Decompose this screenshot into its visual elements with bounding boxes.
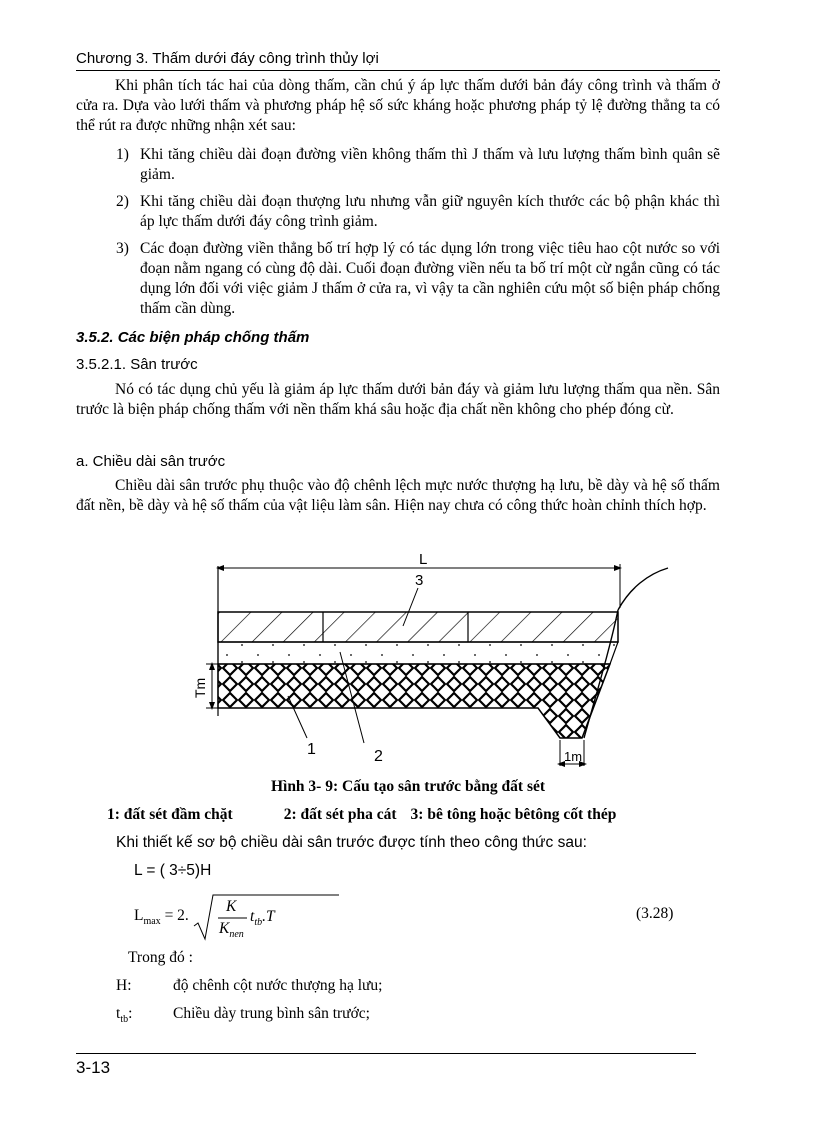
chieu-dai-paragraph: Chiều dài sân trước phụ thuộc vào độ chênh lệch mực nước thượng hạ lưu, bề dày và hệ số thấm đất nền, bề dày và hệ số thấm của vật liệu làm sân. Hiện nay chưa có công thức hoàn chỉnh thích hợp. — [76, 477, 720, 514]
remark-item — [116, 192, 720, 232]
layer-1-label: 1 — [307, 741, 316, 758]
remark-item — [116, 145, 720, 185]
remark-text: Các đoạn đường viền thẳng bố trí hợp lý có tác dụng lớn trong việc tiêu hao cột nước so với đoạn nằm ngang có cùng độ dài. Cuối đoạn đường viền nếu ta bố trí một cừ ngắn cũng có tác dụng lớn đối với việc giảm J thấm ở cửa ra, vì vậy ta cần nghiên cứu một số biện pháp chống thấm cần dùng. — [140, 240, 720, 317]
san-truoc-paragraph: Nó có tác dụng chủ yếu là giảm áp lực thấm dưới bản đáy và giảm lưu lượng thấm qua nền. Sân trước là biện pháp chống thấm với nền thấm khá sâu hoặc địa chất nền không cho phép đóng cừ. — [76, 381, 720, 418]
chapter-header: Chương 3. Thấm dưới đáy công trình thủy lợi — [76, 50, 379, 67]
layer-2-label: 2 — [374, 748, 383, 765]
definition-item — [116, 1005, 370, 1025]
legend-item-2: 2: đất sét pha cát — [283, 806, 397, 823]
concrete-layer — [218, 612, 618, 642]
definition-text: độ chênh cột nước thượng hạ lưu; — [173, 977, 383, 994]
compacted-clay-layer — [218, 664, 610, 738]
definition-symbol: $t_{tb}$: — [116, 1005, 133, 1026]
fraction-numerator: K — [226, 898, 237, 915]
legend-item-1: 1: đất sét đầm chặt — [107, 806, 233, 823]
formula-intro: Khi thiết kế sơ bộ chiều dài sân trước được tính theo công thức sau: — [116, 834, 587, 851]
figure-caption: Hình 3- 9: Cấu tạo sân trước bằng đất sét — [270, 778, 546, 795]
sandy-clay-layer — [218, 642, 618, 664]
remark-number: 2) — [116, 193, 129, 210]
subsection-a-heading: a. Chiều dài sân trước — [76, 453, 226, 470]
page-number: 3-13 — [76, 1058, 111, 1077]
formula-L: L = ( 3÷5)H — [134, 862, 212, 879]
equation-number: (3.28) — [636, 905, 674, 922]
definition-symbol: H: — [116, 977, 132, 994]
remark-item — [116, 239, 720, 319]
formula-tail: $t_{tb}.T$ — [250, 908, 275, 929]
dimension-L-label: L — [419, 551, 428, 568]
header-rule — [76, 70, 720, 71]
where-label: Trong đó : — [128, 949, 193, 966]
subsection-heading: 3.5.2.1. Sân trước — [76, 356, 198, 373]
legend-item-3: 3: bê tông hoặc bêtông cốt thép — [410, 806, 617, 823]
1m-label: 1m — [564, 749, 583, 764]
fraction-denominator: $K_{nen}$ — [219, 920, 244, 941]
intro-paragraph: Khi phân tích tác hai của dòng thấm, cần chú ý áp lực thấm dưới bản đáy công trình và thấm ở cửa ra. Dựa vào lưới thấm và phương pháp hệ số sức kháng hoặc phương pháp tỷ lệ đường thẳng ta có thể rút ra được những nhận xét sau: — [76, 77, 720, 134]
remark-text: Khi tăng chiều dài đoạn đường viền không thấm thì J thấm và lưu lượng thấm bình quân sẽ giảm. — [140, 146, 720, 183]
remark-number: 3) — [116, 240, 129, 257]
definition-item — [116, 977, 382, 997]
section-heading: 3.5.2. Các biện pháp chống thấm — [76, 329, 310, 346]
layer-3-label: 3 — [415, 572, 424, 589]
footer-rule — [76, 1053, 696, 1054]
definition-text: Chiều dày trung bình sân trước; — [173, 1005, 370, 1022]
remark-number: 1) — [116, 146, 129, 163]
figure-legend — [107, 806, 616, 824]
tm-label: Tm — [192, 677, 208, 698]
remark-text: Khi tăng chiều dài đoạn thượng lưu nhưng vẫn giữ nguyên kích thước các bộ phận khác thì áp lực thấm dưới đáy công trình giảm. — [140, 193, 720, 230]
apron-figure — [190, 548, 670, 778]
ground-slope-line — [618, 568, 668, 610]
